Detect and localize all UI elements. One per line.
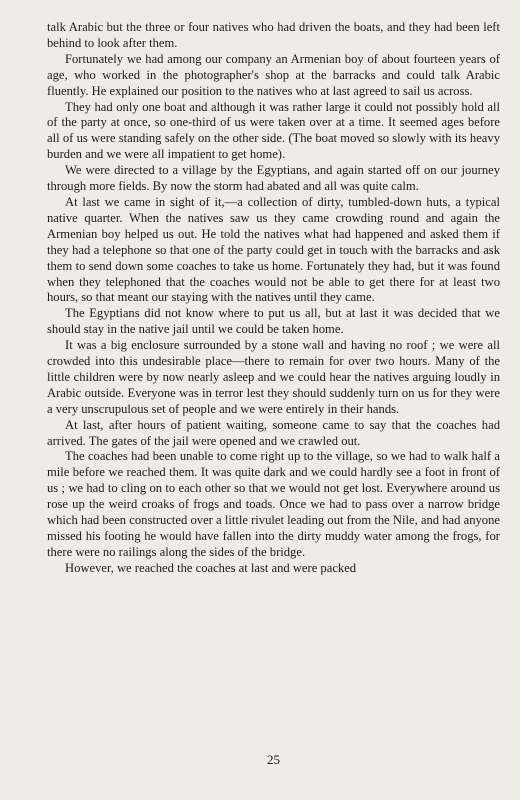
paragraph: At last we came in sight of it,—a collection of dirty, tumbled-down huts, a typical native quarter. When the natives saw us they came crowding round and again the Armenian boy helped us out. He told the natives what had happened and asked them if they had a telephone so that one of the party could get in touch with the barracks and ask them to send down some coaches to take us home. Fortunately they had, but it was found when they telephoned that the coaches would not be able to get there for at least two hours, so that meant our staying with the natives until they came. xyxy=(47,194,500,305)
paragraph: At last, after hours of patient waiting, someone came to say that the coaches had arrived. The gates of the jail were opened and we crawled out. xyxy=(47,417,500,448)
paragraph: It was a big enclosure surrounded by a stone wall and having no roof ; we were all crowded into this undesirable place—there to remain for over two hours. Many of the little children were by now nearly asleep and we could hear the natives arguing loudly in Arabic outside. Everyone was in terror lest they should suddenly turn on us for they were a very unscrupulous set of people and we were entirely in their hands. xyxy=(47,338,500,416)
paragraph: The Egyptians did not know where to put us all, but at last it was decided that we should stay in the native jail until we could be taken home. xyxy=(47,306,500,337)
page-number: 25 xyxy=(267,752,280,767)
paragraph: The coaches had been unable to come right up to the village, so we had to walk half a mile before we reached them. It was quite dark and we could hardly see a foot in front of us ; we had to cling on to each other so that we would not get lost. Everywhere around us rose up the weird croaks of frogs and toads. Once we had to pass over a narrow bridge which had been constructed over a little rivulet leading out from the Nile, and had anyone missed his footing he would have fallen into the dirty muddy water among the frogs, for there were no railings along the sides of the bridge. xyxy=(47,449,500,559)
paragraph: talk Arabic but the three or four natives who had driven the boats, and they had been left behind to look after them. xyxy=(47,20,500,50)
paragraph: However, we reached the coaches at last and were packed xyxy=(65,560,357,575)
paragraph: We were directed to a village by the Egyptians, and again started off on our journey through more fields. By now the storm had abated and all was quite calm. xyxy=(47,163,500,194)
paragraph: They had only one boat and although it was rather large it could not possibly hold all of the party at once, so one-third of us were taken over at a time. It seemed ages before all of us were standing safely on the other side. (The boat moved so slowly with its heavy burden and we were all impatient to get home). xyxy=(47,99,500,162)
body-text xyxy=(47,20,500,577)
paragraph: Fortunately we had among our company an Armenian boy of about fourteen years of age, who worked in the photographer's shop at the barracks and could talk Arabic fluently. He explained our position to the natives who at last agreed to sail us across. xyxy=(47,51,500,98)
